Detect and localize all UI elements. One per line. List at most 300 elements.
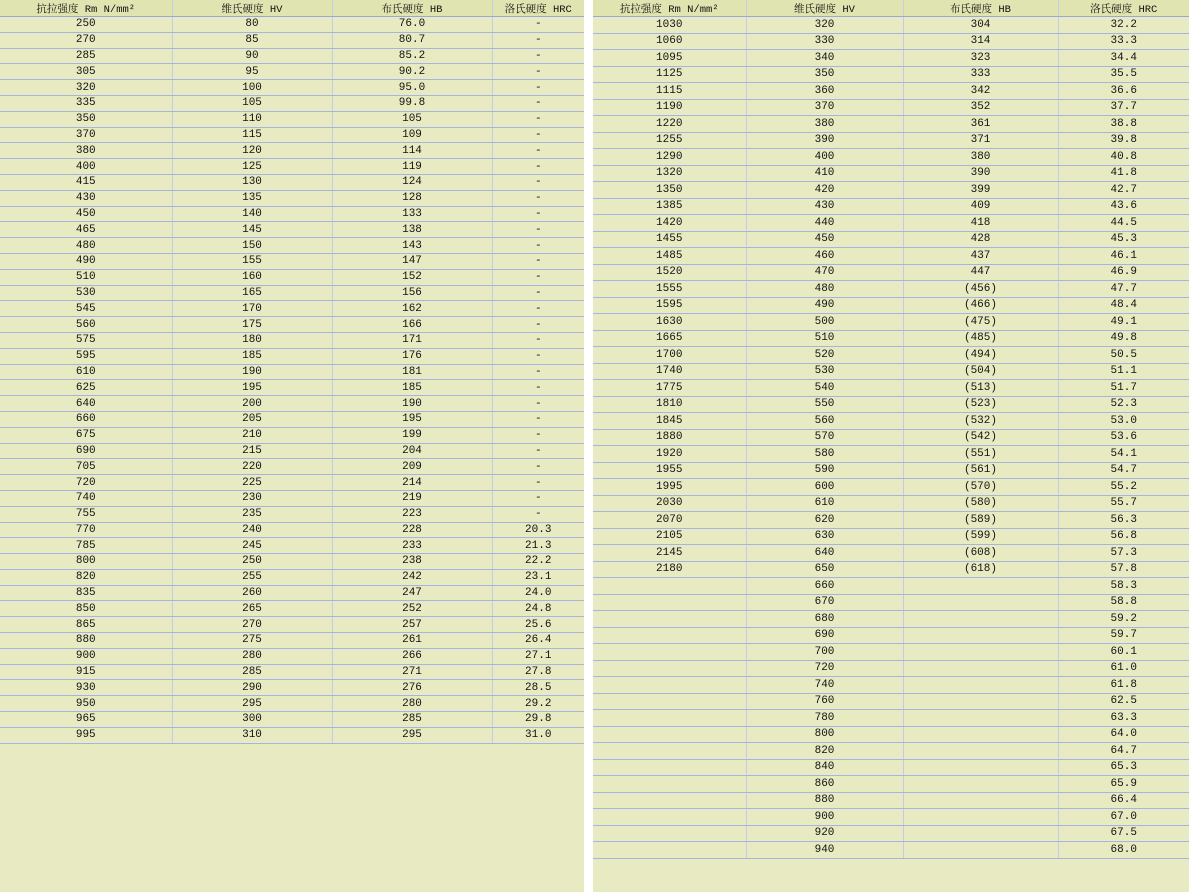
table-row xyxy=(0,364,584,380)
left-table-panel xyxy=(0,0,584,892)
cell-brinell: (485) xyxy=(903,330,1058,347)
table-row xyxy=(593,83,1189,100)
cell-brinell: (570) xyxy=(903,479,1058,496)
cell-vickers: 860 xyxy=(746,776,903,793)
cell-vickers: 195 xyxy=(172,380,332,396)
cell-tensile-strength: 1455 xyxy=(593,231,746,248)
cell-vickers: 530 xyxy=(746,363,903,380)
cell-brinell: 95.0 xyxy=(332,80,492,96)
table-row xyxy=(0,190,584,206)
cell-vickers: 140 xyxy=(172,206,332,222)
cell-vickers: 880 xyxy=(746,792,903,809)
cell-brinell: 352 xyxy=(903,99,1058,116)
cell-brinell: (456) xyxy=(903,281,1058,298)
cell-rockwell: - xyxy=(492,253,584,269)
cell-tensile-strength: 1420 xyxy=(593,215,746,232)
cell-brinell: 99.8 xyxy=(332,95,492,111)
cell-rockwell: 68.0 xyxy=(1058,842,1189,859)
cell-tensile-strength: 1255 xyxy=(593,132,746,149)
cell-tensile-strength: 915 xyxy=(0,664,172,680)
cell-vickers: 205 xyxy=(172,411,332,427)
cell-vickers: 200 xyxy=(172,396,332,412)
cell-tensile-strength: 1740 xyxy=(593,363,746,380)
cell-brinell: (542) xyxy=(903,429,1058,446)
cell-brinell: (580) xyxy=(903,495,1058,512)
cell-rockwell: 61.0 xyxy=(1058,660,1189,677)
table-row xyxy=(593,198,1189,215)
table-row xyxy=(593,116,1189,133)
header-brinell: 布氏硬度 HB xyxy=(332,0,492,17)
cell-tensile-strength xyxy=(593,759,746,776)
cell-rockwell: 29.2 xyxy=(492,696,584,712)
cell-rockwell: - xyxy=(492,269,584,285)
cell-tensile-strength: 610 xyxy=(0,364,172,380)
cell-rockwell: 53.0 xyxy=(1058,413,1189,430)
cell-vickers: 220 xyxy=(172,459,332,475)
cell-tensile-strength: 690 xyxy=(0,443,172,459)
cell-vickers: 130 xyxy=(172,174,332,190)
table-row xyxy=(593,281,1189,298)
cell-brinell xyxy=(903,710,1058,727)
cell-rockwell: 20.3 xyxy=(492,522,584,538)
cell-vickers: 115 xyxy=(172,127,332,143)
cell-tensile-strength: 835 xyxy=(0,585,172,601)
cell-brinell xyxy=(903,776,1058,793)
cell-brinell: 437 xyxy=(903,248,1058,265)
cell-vickers: 240 xyxy=(172,522,332,538)
cell-rockwell: 67.5 xyxy=(1058,825,1189,842)
cell-brinell: 280 xyxy=(332,696,492,712)
table-body-right xyxy=(593,17,1189,859)
cell-tensile-strength: 560 xyxy=(0,317,172,333)
cell-vickers: 470 xyxy=(746,264,903,281)
cell-rockwell: 21.3 xyxy=(492,538,584,554)
cell-vickers: 145 xyxy=(172,222,332,238)
cell-tensile-strength: 545 xyxy=(0,301,172,317)
table-row xyxy=(0,427,584,443)
table-row xyxy=(0,664,584,680)
cell-vickers: 275 xyxy=(172,633,332,649)
cell-brinell: 171 xyxy=(332,332,492,348)
table-row xyxy=(593,578,1189,595)
cell-brinell: 143 xyxy=(332,238,492,254)
cell-brinell: 257 xyxy=(332,617,492,633)
table-row xyxy=(0,285,584,301)
cell-brinell: 109 xyxy=(332,127,492,143)
cell-brinell: 390 xyxy=(903,165,1058,182)
cell-rockwell: 24.8 xyxy=(492,601,584,617)
cell-vickers: 350 xyxy=(746,66,903,83)
header-rockwell: 洛氏硬度 HRC xyxy=(492,0,584,17)
cell-tensile-strength xyxy=(593,825,746,842)
cell-tensile-strength: 2030 xyxy=(593,495,746,512)
cell-brinell: 233 xyxy=(332,538,492,554)
cell-rockwell: 56.8 xyxy=(1058,528,1189,545)
table-row xyxy=(0,32,584,48)
cell-rockwell: 46.1 xyxy=(1058,248,1189,265)
cell-vickers: 660 xyxy=(746,578,903,595)
cell-vickers: 900 xyxy=(746,809,903,826)
cell-tensile-strength: 965 xyxy=(0,712,172,728)
cell-rockwell: 28.5 xyxy=(492,680,584,696)
table-row xyxy=(593,644,1189,661)
cell-tensile-strength xyxy=(593,743,746,760)
table-row xyxy=(0,475,584,491)
cell-tensile-strength xyxy=(593,693,746,710)
cell-brinell xyxy=(903,677,1058,694)
cell-rockwell: - xyxy=(492,396,584,412)
cell-brinell: (608) xyxy=(903,545,1058,562)
cell-tensile-strength: 755 xyxy=(0,506,172,522)
cell-rockwell: 43.6 xyxy=(1058,198,1189,215)
cell-vickers: 95 xyxy=(172,64,332,80)
cell-vickers: 295 xyxy=(172,696,332,712)
table-row xyxy=(0,332,584,348)
table-row xyxy=(0,411,584,427)
table-header-row xyxy=(593,0,1189,17)
cell-vickers: 820 xyxy=(746,743,903,760)
cell-tensile-strength: 675 xyxy=(0,427,172,443)
table-row xyxy=(593,264,1189,281)
cell-rockwell: - xyxy=(492,317,584,333)
cell-rockwell: 59.7 xyxy=(1058,627,1189,644)
cell-tensile-strength xyxy=(593,578,746,595)
cell-tensile-strength: 1920 xyxy=(593,446,746,463)
cell-brinell: 295 xyxy=(332,727,492,743)
table-row xyxy=(0,443,584,459)
cell-tensile-strength: 2070 xyxy=(593,512,746,529)
cell-vickers: 300 xyxy=(172,712,332,728)
cell-tensile-strength: 1520 xyxy=(593,264,746,281)
cell-brinell: (466) xyxy=(903,297,1058,314)
cell-rockwell: - xyxy=(492,190,584,206)
cell-brinell: 214 xyxy=(332,475,492,491)
cell-tensile-strength: 950 xyxy=(0,696,172,712)
cell-tensile-strength xyxy=(593,644,746,661)
cell-vickers: 500 xyxy=(746,314,903,331)
table-row xyxy=(593,710,1189,727)
cell-tensile-strength xyxy=(593,677,746,694)
cell-tensile-strength: 1385 xyxy=(593,198,746,215)
cell-brinell xyxy=(903,578,1058,595)
cell-brinell: 181 xyxy=(332,364,492,380)
table-row xyxy=(593,446,1189,463)
cell-rockwell: 33.3 xyxy=(1058,33,1189,50)
cell-brinell xyxy=(903,842,1058,859)
cell-vickers: 245 xyxy=(172,538,332,554)
cell-rockwell: - xyxy=(492,64,584,80)
table-row xyxy=(0,269,584,285)
cell-vickers: 290 xyxy=(172,680,332,696)
table-row xyxy=(0,206,584,222)
cell-brinell: (494) xyxy=(903,347,1058,364)
cell-vickers: 780 xyxy=(746,710,903,727)
cell-brinell: 361 xyxy=(903,116,1058,133)
cell-tensile-strength: 250 xyxy=(0,17,172,33)
table-row xyxy=(593,495,1189,512)
cell-vickers: 215 xyxy=(172,443,332,459)
cell-rockwell: - xyxy=(492,411,584,427)
cell-vickers: 540 xyxy=(746,380,903,397)
table-row xyxy=(0,159,584,175)
cell-brinell: (561) xyxy=(903,462,1058,479)
cell-vickers: 390 xyxy=(746,132,903,149)
hardness-table-left xyxy=(0,0,584,744)
cell-brinell: 152 xyxy=(332,269,492,285)
cell-rockwell: 55.7 xyxy=(1058,495,1189,512)
cell-tensile-strength: 2180 xyxy=(593,561,746,578)
cell-brinell: 138 xyxy=(332,222,492,238)
cell-brinell xyxy=(903,627,1058,644)
cell-vickers: 190 xyxy=(172,364,332,380)
cell-rockwell: 31.0 xyxy=(492,727,584,743)
table-row xyxy=(593,759,1189,776)
cell-rockwell: - xyxy=(492,506,584,522)
cell-brinell: 219 xyxy=(332,490,492,506)
cell-brinell: (618) xyxy=(903,561,1058,578)
cell-brinell: (551) xyxy=(903,446,1058,463)
cell-vickers: 235 xyxy=(172,506,332,522)
cell-brinell: 323 xyxy=(903,50,1058,67)
cell-vickers: 260 xyxy=(172,585,332,601)
cell-rockwell: 24.0 xyxy=(492,585,584,601)
cell-tensile-strength: 930 xyxy=(0,680,172,696)
table-row xyxy=(0,522,584,538)
cell-tensile-strength: 1700 xyxy=(593,347,746,364)
table-row xyxy=(593,512,1189,529)
cell-tensile-strength: 900 xyxy=(0,648,172,664)
cell-tensile-strength: 865 xyxy=(0,617,172,633)
table-row xyxy=(593,660,1189,677)
cell-tensile-strength: 430 xyxy=(0,190,172,206)
cell-tensile-strength: 2105 xyxy=(593,528,746,545)
cell-tensile-strength: 350 xyxy=(0,111,172,127)
cell-brinell: 285 xyxy=(332,712,492,728)
cell-brinell: 162 xyxy=(332,301,492,317)
cell-vickers: 550 xyxy=(746,396,903,413)
table-row xyxy=(593,314,1189,331)
cell-brinell: 242 xyxy=(332,569,492,585)
table-row xyxy=(593,842,1189,859)
cell-rockwell: 39.8 xyxy=(1058,132,1189,149)
cell-vickers: 720 xyxy=(746,660,903,677)
table-row xyxy=(0,585,584,601)
table-row xyxy=(593,776,1189,793)
cell-rockwell: 41.8 xyxy=(1058,165,1189,182)
cell-tensile-strength: 1955 xyxy=(593,462,746,479)
cell-tensile-strength: 1125 xyxy=(593,66,746,83)
table-row xyxy=(0,680,584,696)
table-row xyxy=(593,726,1189,743)
cell-vickers: 840 xyxy=(746,759,903,776)
cell-brinell: (475) xyxy=(903,314,1058,331)
table-row xyxy=(593,792,1189,809)
table-row xyxy=(0,317,584,333)
cell-rockwell: 58.3 xyxy=(1058,578,1189,595)
cell-tensile-strength: 705 xyxy=(0,459,172,475)
cell-tensile-strength xyxy=(593,594,746,611)
cell-tensile-strength: 1290 xyxy=(593,149,746,166)
cell-tensile-strength: 320 xyxy=(0,80,172,96)
cell-rockwell: 49.8 xyxy=(1058,330,1189,347)
cell-tensile-strength: 1555 xyxy=(593,281,746,298)
cell-tensile-strength xyxy=(593,660,746,677)
cell-tensile-strength: 1845 xyxy=(593,413,746,430)
cell-vickers: 320 xyxy=(746,17,903,34)
cell-brinell: 304 xyxy=(903,17,1058,34)
cell-rockwell: 65.9 xyxy=(1058,776,1189,793)
cell-rockwell: 57.3 xyxy=(1058,545,1189,562)
cell-tensile-strength xyxy=(593,611,746,628)
cell-vickers: 265 xyxy=(172,601,332,617)
table-row xyxy=(593,297,1189,314)
cell-brinell: 190 xyxy=(332,396,492,412)
cell-tensile-strength: 575 xyxy=(0,332,172,348)
cell-rockwell: - xyxy=(492,111,584,127)
cell-tensile-strength: 465 xyxy=(0,222,172,238)
cell-rockwell: - xyxy=(492,427,584,443)
table-row xyxy=(593,561,1189,578)
cell-rockwell: 56.3 xyxy=(1058,512,1189,529)
cell-brinell: 119 xyxy=(332,159,492,175)
cell-rockwell: - xyxy=(492,95,584,111)
cell-brinell xyxy=(903,693,1058,710)
cell-brinell xyxy=(903,726,1058,743)
cell-tensile-strength: 660 xyxy=(0,411,172,427)
cell-rockwell: - xyxy=(492,17,584,33)
cell-vickers: 310 xyxy=(172,727,332,743)
table-row xyxy=(593,627,1189,644)
table-row xyxy=(0,601,584,617)
cell-vickers: 280 xyxy=(172,648,332,664)
cell-rockwell: 37.7 xyxy=(1058,99,1189,116)
cell-rockwell: 54.7 xyxy=(1058,462,1189,479)
table-row xyxy=(593,743,1189,760)
cell-vickers: 700 xyxy=(746,644,903,661)
cell-rockwell: - xyxy=(492,238,584,254)
table-row xyxy=(593,380,1189,397)
cell-tensile-strength: 1220 xyxy=(593,116,746,133)
cell-vickers: 250 xyxy=(172,554,332,570)
cell-rockwell: 23.1 xyxy=(492,569,584,585)
cell-rockwell: 50.5 xyxy=(1058,347,1189,364)
table-row xyxy=(0,633,584,649)
cell-brinell: 314 xyxy=(903,33,1058,50)
cell-rockwell: 42.7 xyxy=(1058,182,1189,199)
cell-tensile-strength: 640 xyxy=(0,396,172,412)
cell-tensile-strength: 400 xyxy=(0,159,172,175)
cell-brinell: (513) xyxy=(903,380,1058,397)
cell-tensile-strength: 530 xyxy=(0,285,172,301)
cell-vickers: 225 xyxy=(172,475,332,491)
cell-tensile-strength: 450 xyxy=(0,206,172,222)
cell-vickers: 570 xyxy=(746,429,903,446)
cell-rockwell: 29.8 xyxy=(492,712,584,728)
cell-vickers: 370 xyxy=(746,99,903,116)
cell-brinell: 195 xyxy=(332,411,492,427)
table-row xyxy=(593,413,1189,430)
header-tensile-strength: 抗拉强度 Rm N/mm² xyxy=(0,0,172,17)
cell-rockwell: 57.8 xyxy=(1058,561,1189,578)
cell-tensile-strength: 1880 xyxy=(593,429,746,446)
table-row xyxy=(593,396,1189,413)
cell-rockwell: 64.0 xyxy=(1058,726,1189,743)
cell-tensile-strength xyxy=(593,842,746,859)
cell-rockwell: 58.8 xyxy=(1058,594,1189,611)
table-row xyxy=(593,165,1189,182)
table-row xyxy=(593,17,1189,34)
cell-tensile-strength: 335 xyxy=(0,95,172,111)
cell-brinell: 342 xyxy=(903,83,1058,100)
cell-brinell: 271 xyxy=(332,664,492,680)
table-row xyxy=(593,330,1189,347)
cell-brinell: 252 xyxy=(332,601,492,617)
header-rockwell: 洛氏硬度 HRC xyxy=(1058,0,1189,17)
cell-rockwell: - xyxy=(492,174,584,190)
table-row xyxy=(593,363,1189,380)
cell-rockwell: - xyxy=(492,143,584,159)
cell-rockwell: 66.4 xyxy=(1058,792,1189,809)
cell-vickers: 135 xyxy=(172,190,332,206)
cell-brinell xyxy=(903,792,1058,809)
cell-brinell: (504) xyxy=(903,363,1058,380)
cell-rockwell: - xyxy=(492,285,584,301)
table-row xyxy=(0,648,584,664)
cell-brinell: 176 xyxy=(332,348,492,364)
cell-vickers: 80 xyxy=(172,17,332,33)
cell-vickers: 670 xyxy=(746,594,903,611)
table-row xyxy=(593,479,1189,496)
cell-brinell: 428 xyxy=(903,231,1058,248)
table-row xyxy=(593,33,1189,50)
table-row xyxy=(593,429,1189,446)
cell-vickers: 620 xyxy=(746,512,903,529)
cell-rockwell: - xyxy=(492,380,584,396)
cell-brinell: 371 xyxy=(903,132,1058,149)
table-row xyxy=(0,554,584,570)
cell-vickers: 650 xyxy=(746,561,903,578)
cell-rockwell: 34.4 xyxy=(1058,50,1189,67)
table-row xyxy=(0,95,584,111)
table-row xyxy=(593,594,1189,611)
table-row xyxy=(593,231,1189,248)
cell-rockwell: 62.5 xyxy=(1058,693,1189,710)
cell-tensile-strength: 740 xyxy=(0,490,172,506)
cell-vickers: 380 xyxy=(746,116,903,133)
cell-brinell: 124 xyxy=(332,174,492,190)
table-row xyxy=(0,490,584,506)
cell-tensile-strength: 305 xyxy=(0,64,172,80)
cell-tensile-strength: 770 xyxy=(0,522,172,538)
table-row xyxy=(0,222,584,238)
cell-vickers: 630 xyxy=(746,528,903,545)
cell-vickers: 180 xyxy=(172,332,332,348)
table-header-row xyxy=(0,0,584,17)
cell-tensile-strength xyxy=(593,627,746,644)
hardness-table-right xyxy=(593,0,1189,859)
cell-brinell xyxy=(903,743,1058,760)
cell-vickers: 230 xyxy=(172,490,332,506)
table-row xyxy=(0,459,584,475)
cell-tensile-strength: 1630 xyxy=(593,314,746,331)
cell-tensile-strength: 720 xyxy=(0,475,172,491)
table-row xyxy=(0,380,584,396)
table-body-left xyxy=(0,17,584,744)
cell-brinell: 266 xyxy=(332,648,492,664)
cell-tensile-strength xyxy=(593,726,746,743)
cell-brinell xyxy=(903,594,1058,611)
cell-rockwell: 53.6 xyxy=(1058,429,1189,446)
